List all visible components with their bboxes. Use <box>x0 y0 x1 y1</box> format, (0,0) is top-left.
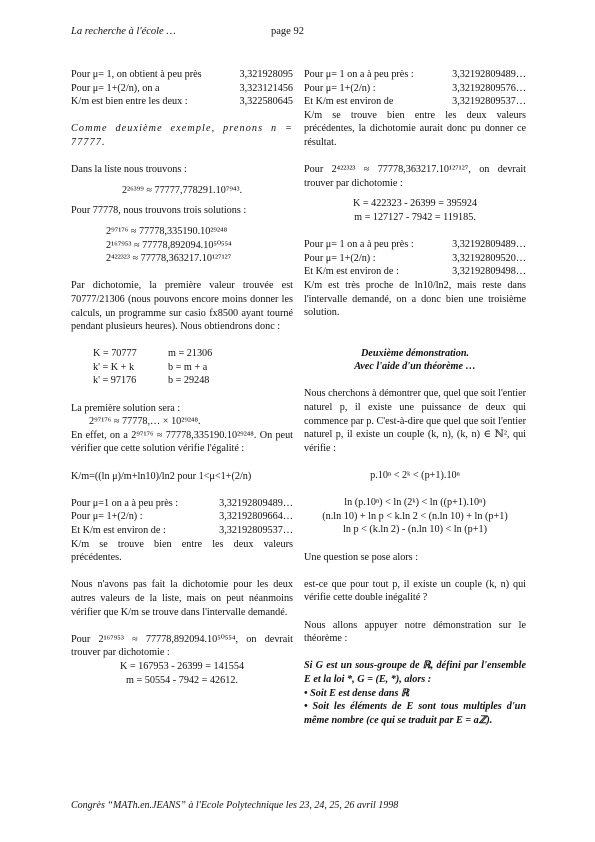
value-row: Pour μ= 1+(2/n) : 3,32192809576… <box>304 82 526 94</box>
dichotomy-intro: Pour 2⁴²²³²³ ≈ 77778,363217.10¹²⁷¹²⁷, on devrait trouver par dichotomie : <box>304 164 526 189</box>
section-title: Deuxième démonstration. <box>360 347 470 359</box>
formula: ln p < (k.ln 2) - (n.ln 10) < ln (p+1) <box>343 524 487 536</box>
dichotomy-paragraph: Par dichotomie, la première valeur trouvée est 70777/21306 (nous pouvons encore moins donner les calculs, un programme sur casio fx8500 ayant tourné pendant plusieurs heures). Nous obtiendrons donc : <box>71 280 293 333</box>
kv-row: K = 70777 m = 21306 <box>93 348 213 360</box>
value-row: Et K/m est environ de : 3,32192809498… <box>304 266 526 278</box>
intro-paragraph: Nous cherchons à démontrer que, quel que soit l'entier naturel p, il existe une puissance de deux qui commence par p. C'est-à-dire que quel que soit l'entier naturel p, il existe un couple (k, n), (k, n) ∈ ℕ², qui vérifie : <box>304 388 526 454</box>
value-row: Pour μ= 1+(2/n), on a 3,323121456 <box>71 82 293 94</box>
result-m: m = 50554 - 7942 = 42612. <box>126 674 238 686</box>
example-paragraph: Comme deuxième exemple, prenons n = 77777. <box>71 123 293 148</box>
right-column <box>304 68 526 727</box>
question-paragraph: est-ce que pour tout p, il existe un couple (k, n) qui vérifie cette double inégalité ? <box>304 578 526 604</box>
list-intro: Dans la liste nous trouvons : <box>71 164 187 176</box>
left-column <box>71 68 293 687</box>
value-row: Pour μ= 1+(2/n) : 3,32192809520… <box>304 252 526 264</box>
section-subtitle: Avec l'aide d'un théorème … <box>354 361 476 373</box>
question-intro: Une question se pose alors : <box>304 551 419 563</box>
dichotomy-intro: Pour 2¹⁶⁷⁹⁵³ ≈ 77778,892094.10⁵⁰⁵⁵⁴, on devrait trouver par dichotomie : <box>71 633 293 659</box>
formula: ln (p.10ⁿ) < ln (2ᵏ) < ln ((p+1).10ⁿ) <box>344 497 486 509</box>
theorem-bullet: • Soit E est dense dans ℝ <box>304 687 410 699</box>
formula: (n.ln 10) + ln p < k.ln 2 < (n.ln 10) + ln (p+1) <box>322 510 508 522</box>
result-m: m = 127127 - 7942 = 119185. <box>354 211 476 223</box>
note-paragraph: Nous n'avons pas fait la dichotomie pour les deux autres valeurs de la liste, mais on peut néanmoins vérifier que K/m se trouve dans l'intervalle demandé. <box>71 579 293 618</box>
running-header: La recherche à l'école … <box>71 26 176 37</box>
between-paragraph: K/m se trouve bien entre les deux valeurs précédentes, la dichotomie aurait donc pu donner ce résultat. <box>304 109 526 148</box>
inequality: K/m=((ln μ)/m+ln10)/ln2 pour 1<μ<1+(2/n) <box>71 470 252 482</box>
kv-row: k' = K + k b = m + a <box>93 361 208 373</box>
solution-line: 2⁹⁷¹⁷⁶ ≈ 77778,335190.10²⁹²⁴⁸ <box>106 225 228 237</box>
rely-paragraph: Nous allons appuyer notre démonstration sur le théorème : <box>304 619 526 645</box>
conclusion-paragraph: K/m est très proche de ln10/ln2, mais reste dans l'intervalle demandé, on a donc bien une troisième solution. <box>304 279 526 319</box>
theorem-bullet: • Soit les éléments de E sont tous multiples d'un même nombre (ce qui se traduit par E = aℤ). <box>304 701 526 726</box>
result-k: K = 422323 - 26399 = 395924 <box>352 198 478 210</box>
solution-equation: 2⁹⁷¹⁷⁶ ≈ 77778,… × 10²⁹²⁴⁸. <box>89 416 201 428</box>
result-k: K = 167953 - 26399 = 141554 <box>119 660 245 672</box>
between-paragraph: K/m se trouve bien entre les deux valeurs précédentes. <box>71 538 293 564</box>
verification-paragraph: En effet, on a 2⁹⁷¹⁷⁶ ≈ 77778,335190.10²⁹²⁴⁸. On peut vérifier que cette solution vérifie l'égalité : <box>71 429 293 455</box>
value-row: Pour μ= 1+(2/n) : 3,32192809664… <box>71 511 293 523</box>
formula: p.10ⁿ < 2ᵏ < (p+1).10ⁿ <box>370 470 460 482</box>
value-row: Pour μ= 1 on a à peu près : 3,32192809489… <box>304 69 526 80</box>
value-row: Et K/m est environ de : 3,32192809537… <box>71 525 293 536</box>
value-row: Pour μ= 1, on obtient à peu près 3,321928095 <box>71 69 293 80</box>
kv-row: k' = 97176 b = 29248 <box>93 375 210 387</box>
value-row: Pour μ= 1 on a à peu près : 3,32192809489… <box>304 239 526 251</box>
equation: 2²⁶³⁹⁹ ≈ 77777,778291.10⁷⁹⁴³. <box>121 184 243 196</box>
solution-line: 2¹⁶⁷⁹⁵³ ≈ 77778,892094.10⁵⁰⁵⁵⁴ <box>106 239 232 251</box>
three-solutions-intro: Pour 77778, nous trouvons trois solutions : <box>71 205 247 217</box>
theorem-statement: Si G est un sous-groupe de ℝ, défini par l'ensemble E et la loi *, G = (E, *), alors : <box>304 660 526 685</box>
value-row: Pour μ=1 on a à peu près : 3,32192809489… <box>71 497 293 509</box>
value-row: K/m est bien entre les deux : 3,322580645 <box>71 96 293 108</box>
value-row: Et K/m est environ de 3,32192809537… <box>304 96 526 108</box>
solution-line: 2⁴²²³²³ ≈ 77778,363217.10¹²⁷¹²⁷ <box>106 253 232 265</box>
solution-intro: La première solution sera : <box>71 402 181 414</box>
page-number: page 92 <box>271 26 304 37</box>
footer: Congrès “MATh.en.JEANS” à l'Ecole Polytechnique les 23, 24, 25, 26 avril 1998 <box>71 800 399 811</box>
